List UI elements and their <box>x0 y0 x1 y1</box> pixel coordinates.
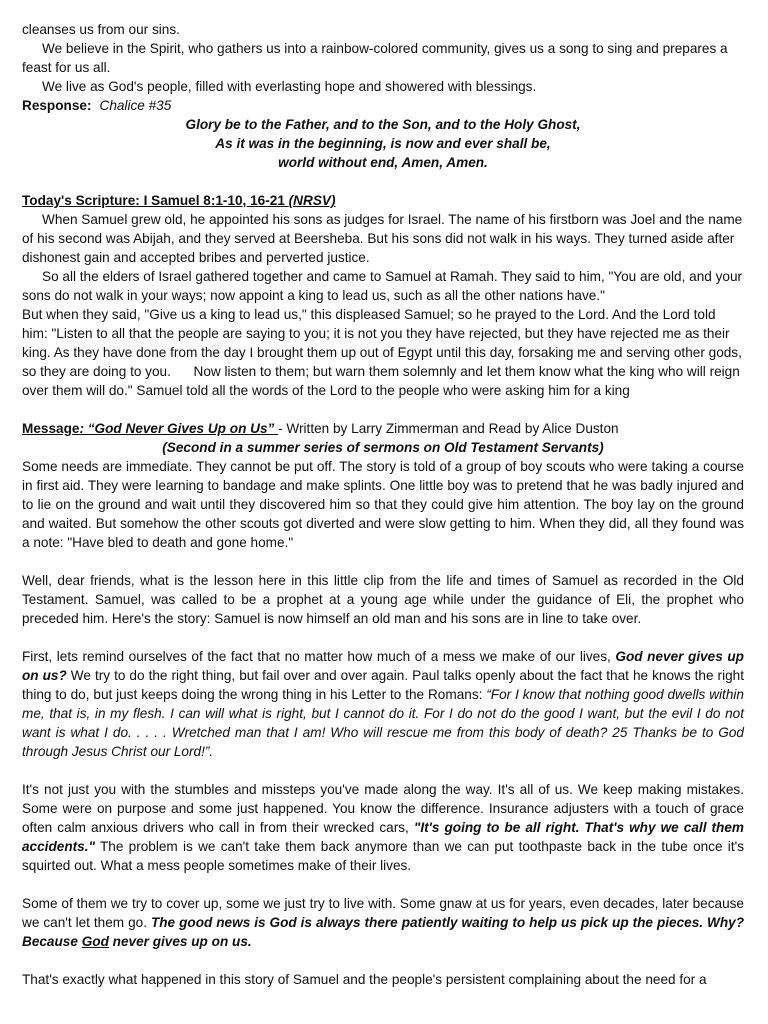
spacer <box>22 172 744 191</box>
scripture-paragraph-1: When Samuel grew old, he appointed his sons as judges for Israel. The name of his firstborn was Joel and the name of his second was Abijah, and they served at Beersheba. But his sons did not walk in his ways. They turned aside after dishonest gain and accepted bribes and perverted justice. <box>22 212 743 265</box>
response-label: Response: <box>22 98 92 113</box>
response-text-3: world without end, Amen, Amen. <box>278 155 488 170</box>
response-value: Chalice #35 <box>99 98 172 113</box>
message-label: Message <box>22 421 80 436</box>
accidents-quote: "It's going to be all right. That's why we call them accidents." <box>22 820 745 854</box>
message-paragraph-1: Some needs are immediate. They cannot be put off. The story is told of a group of boy scouts who were taking a course in first aid. They were learning to bandage and make splints. One little boy was to pretend that he was badly injured and to lie on the ground and wait until they discovered him so that they could give him attention. The boy lay on the ground and waited. But somehow the other scouts got diverted and were slow getting to him. When they did, all they found was a note: "Have bled to death and gone home." <box>22 459 744 550</box>
scripture-version: (NRSV) <box>288 193 336 208</box>
god-underlined: God <box>81 934 109 949</box>
message-paragraph-2: Well, dear friends, what is the lesson here in this little clip from the life and times of Samuel as recorded in the Old Testament. Samuel, was called to be a prophet at a young age while under the guidance of Eli, the prophet who preceded him. Here's the story: Samuel is now himself an old man and his sons are in line to take over. <box>22 573 744 626</box>
spacer <box>22 628 744 647</box>
scripture-heading <box>22 191 744 210</box>
creed-line-2: We believe in the Spirit, who gathers us into a rainbow-colored community, gives us a song to sing and prepares a feast for us all. <box>22 41 728 75</box>
response-text-2: As it was in the beginning, is now and ever shall be, <box>215 136 551 151</box>
scripture-heading-text: Today's Scripture: I Samuel 8:1-10, 16-21 <box>22 193 285 208</box>
message-series: (Second in a summer series of sermons on Old Testament Servants) <box>162 440 604 455</box>
message-paragraph-6: That's exactly what happened in this story of Samuel and the people's persistent complaining about the need for a <box>22 972 707 987</box>
scripture-paragraph-2: So all the elders of Israel gathered together and came to Samuel at Ramah. They said to him, "You are old, and your sons do not walk in your ways; now appoint a king to lead us, such as all the other nations have." <box>22 269 743 303</box>
message-paragraph-5: Some of them we try to cover up, some we just try to live with. Some gnaw at us for years, even decades, later because we can't let them go. The good news is God is always there patiently waiting to help us pick up the pieces. Why? Because God never gives up on us. <box>22 896 745 949</box>
message-paragraph-3: First, lets remind ourselves of the fact that no matter how much of a mess we make of our lives, God never gives up on us? We try to do the right thing, but fail over and over again. Paul talks openly about the fact that he knows the right thing to do, but just keeps doing the wrong thing in his Letter to the Romans: “For I know that nothing good dwells within me, that is, in my flesh. I can will what is right, but I cannot do it. For I do not do the good I want, but the evil I do not want is what I do. . . . . Wretched man that I am! Who will rescue me from this body of death? 25 Thanks be to God through Jesus Christ our Lord!”. <box>22 649 744 759</box>
creed-line-1: cleanses us from our sins. <box>22 22 180 37</box>
response-line <box>22 96 744 115</box>
spacer <box>22 875 744 894</box>
creed-line-3: We live as God's people, filled with everlasting hope and showered with blessings. <box>42 79 537 94</box>
message-heading <box>22 419 744 438</box>
spacer <box>22 761 744 780</box>
romans-quote: “For I know that nothing good dwells within me, that is, in my flesh. I can will what is right, but I cannot do it. For I do not do the good I want, but the evil I do not want is what I do. . . . . Wretched man that I am! Who will rescue me from this body of death? 25 Thanks be to God through Jesus Christ our Lord!”. <box>22 687 744 759</box>
response-text-1: Glory be to the Father, and to the Son, and to the Holy Ghost, <box>185 117 581 132</box>
message-title: : “God Never Gives Up on Us” <box>79 421 279 436</box>
spacer <box>22 400 744 419</box>
message-paragraph-4: It's not just you with the stumbles and missteps you've made along the way. It's all of us. We keep making mistakes. Some were on purpose and some just happened. You know the difference. Insurance adjusters with a touch of grace often calm anxious drivers who call in from their wrecked cars, "It's going to be all right. That's why we call them accidents." The problem is we can't take them back anymore than we can put toothpaste back in the tube once it's squirted out. What a mess people sometimes make of their lives. <box>22 782 745 873</box>
scripture-paragraph-3: But when they said, "Give us a king to lead us," this displeased Samuel; so he prayed to the Lord. And the Lord told him: "Listen to all that the people are saying to you; it is not you they have rejected, but they have rejected me as their king. As they have done from the day I brought them up out of Egypt until this day, forsaking me and serving other gods, so they are doing to you. Now listen to them; but warn them solemnly and let them know what the king who will reign over them will do." Samuel told all the words of the Lord to the people who were asking him for a king <box>22 307 746 398</box>
emphasis-god-never-gives-up: God never gives up on us? <box>22 649 744 683</box>
spacer <box>22 951 744 970</box>
message-byline: - Written by Larry Zimmerman and Read by Alice Duston <box>278 421 619 436</box>
spacer <box>22 552 744 571</box>
good-news-emphasis: The good news is God is always there patiently waiting to help us pick up the pieces. Why? Because <box>22 915 745 949</box>
